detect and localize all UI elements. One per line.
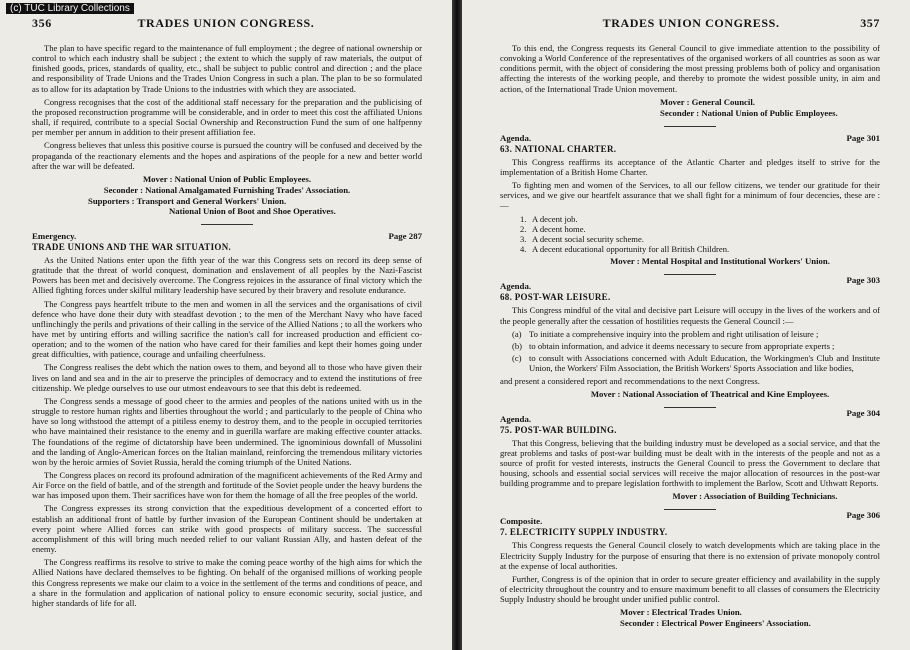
motion-header: [500, 275, 880, 292]
seconder-credit: Seconder : National Union of Public Employees.: [660, 107, 838, 118]
supporters-credit: [32, 196, 422, 217]
intro-paragraph: The plan to have specific regard to the maintenance of full employment ; the degree of national ownership or control to which each industry shall be subject ; the extent to which the supply of raw materials, the output of finished goods, prices, standards of quality, etc., shall be subject to public control and direction ; and the place and responsibility of Trade Unions and the Trades Union Congress in such a plan. The plan to be so formulated as to allow for its adaptation by Trade Unions to the industries with which they are associated.: [32, 43, 422, 94]
supporter-name: Transport and General Workers' Union.: [136, 195, 287, 206]
motion-category: Agenda.: [500, 413, 532, 424]
section-divider: [664, 509, 716, 510]
motion-title: TRADE UNIONS AND THE WAR SITUATION.: [32, 241, 232, 252]
motion-page-ref: Page 301: [846, 132, 880, 143]
list-item-text: A decent job.: [532, 213, 578, 224]
list-item-text: A decent home.: [532, 223, 586, 234]
mover-credit: Mover : Mental Hospital and Institutional Workers' Union.: [610, 256, 830, 267]
motion-paragraph: The Congress places on record its profound admiration of the magnificent achievements of the Red Army and Air Force on the field of battle, and of the strength and fortitude of the Soviet people under the heavy burdens the war has imposed upon them. Their sacrifices have won for them the homage of all the free peoples of the world.: [32, 470, 422, 501]
motion-paragraph: This Congress reaffirms its acceptance of the Atlantic Charter and pledges itself to strive for the implementation of a British Home Charter.: [500, 156, 880, 177]
motion-paragraph: Further, Congress is of the opinion that in order to secure greater efficiency and availability in the supply of electricity throughout the country and to ensure maximum benefit to all classes of consumers the Electricity Supply Industry should be brought under unified public control.: [500, 573, 880, 605]
motion-title: 68. POST-WAR LEISURE.: [500, 292, 611, 303]
list-item-letter: (a): [512, 328, 522, 339]
motion-page-ref: Page 303: [846, 275, 880, 286]
intro-paragraph: Congress believes that unless this positive course is pursued the country will be confused and deceived by the propaganda of the reactionary elements and the hopes and aspirations of the people for a new and better world after the war will be defeated.: [32, 140, 422, 171]
list-item: [512, 353, 880, 373]
left-page-number: 356: [32, 16, 52, 30]
motion-category: Emergency.: [32, 230, 77, 241]
motion-paragraph: The Congress realises the debt which the nation owes to them, and beyond all to those who have given their lives on land and sea and in the air to preserve the principles of democracy and to extend the institutions of free citizenship. We pledge ourselves to use our utmost endeavours to see that this debt is redeemed.: [32, 362, 422, 393]
mover-credit: Mover : Electrical Trades Union.: [620, 607, 742, 618]
motion-paragraph: That this Congress, believing that the building industry must be developed as a social service, and that the great problems and tasks of post-war building must be dealt with in the interests of the people and not as a source of profit for vested interests, instructs the General Council to press the Government to declare that housing, schools and essential social services will receive the major allocation of resources in the post-war building programme and to prepare legislation forthwith to implement the Barlow, Scott and Uthwatt Reports.: [500, 437, 880, 489]
list-item-text: A decent social security scheme.: [532, 233, 644, 244]
seconder-credit: Seconder : Electrical Power Engineers' Association.: [620, 618, 811, 629]
motion-page-ref: Page 287: [388, 230, 422, 241]
right-running-head: [500, 16, 880, 31]
list-item: [512, 341, 880, 351]
section-divider: [664, 274, 716, 275]
left-page: [0, 0, 452, 650]
list-item-text: to obtain information, and advice it deems necessary to secure from appropriate experts ;: [529, 340, 835, 351]
motion-paragraph: The Congress reaffirms its resolve to strive to make the coming peace worthy of the high aims for which the Allied Nations have declared themselves to be fighting. On behalf of the organised millions of working people this Congress represents we make our claim to a voice in the settlement of the terms and conditions of peace, and a share in the formulation and application of national policy to ensure economic security, social justice, and higher standards of life for all.: [32, 557, 422, 608]
motion-title: 75. POST-WAR BUILDING.: [500, 424, 617, 435]
section-divider: [201, 224, 253, 225]
section-divider: [664, 126, 716, 127]
motion-paragraph: As the United Nations enter upon the fifth year of the war this Congress sets on record its deep sense of gratitude that the threat of world conquest, domination and enslavement of all peoples by the Nazi-Fascist Powers has been met and decisively overcome. The Congress rejoices in the assurance of final victory which the Allied fighting forces under skilful military leadership have secured by their bravery and resolute endurance.: [32, 254, 422, 296]
motion-category: Agenda.: [500, 281, 532, 292]
list-item: [520, 224, 880, 234]
left-running-head: [32, 16, 422, 31]
decencies-list: [500, 214, 880, 255]
supporter-name: National Union of Boot and Shoe Operatives.: [169, 206, 336, 217]
motion-paragraph: This Congress mindful of the vital and decisive part Leisure will occupy in the lives of the workers and of the people generally after the cessation of hostilities requests the General Council :—: [500, 305, 880, 326]
list-item: [520, 244, 880, 254]
list-item-number: 4.: [520, 244, 527, 255]
motion-header: [500, 133, 880, 144]
motion-page-ref: Page 306: [846, 510, 880, 521]
list-item-number: 3.: [520, 233, 527, 244]
motion-page-ref: Page 304: [846, 407, 880, 418]
motion-paragraph: This Congress requests the General Council closely to watch developments which are taking place in the Electricity Supply Industry for the purpose of ensuring that there is no extension of private monopoly control at the expense of local authorities.: [500, 540, 880, 571]
motion-paragraph: To fighting men and women of the Services, to all our fellow citizens, we tender our gratitude for their services, and we give our heartfelt assurance that we shall fight for a minimum of four decencies, these are :—: [500, 180, 880, 211]
motion-paragraph: The Congress pays heartfelt tribute to the men and women in all the services and the organisations of civil defence who have done their duty with steadfast devotion ; to the men of the Merchant Navy who have faced unflinchingly the perils and privations of their calling in the service of the Allied Nations ; to all the workers who have met by untiring efforts and willing sacrifice the nation's call for increased production and efficient co-operation; and to the women of the nation who have cared for their families and kept their homes going under great difficulties, with patience, courage and unfailing cheerfulness.: [32, 298, 422, 360]
motion-paragraph: The Congress sends a message of good cheer to the armies and peoples of the nations united with us in the struggle to restore human rights and liberties throughout the world ; and particularly to the people of China who have so long withstood the attempt of a pitiless enemy to destroy them, and to the people in occupied territories who have maintained their resistance to the enemy and in guerilla warfare are making effective counter attacks. The foundations of the regime of dictatorship have been undermined. The ignominious downfall of Mussolini and the landing of Anglo-American forces on the Italian mainland, reinforcing the tremendous military victories won by the heroic armies of Soviet Russia, herald the coming triumph of the United Nations.: [32, 395, 422, 467]
mover-credit: Mover : National Union of Public Employees.: [142, 173, 312, 184]
list-item-text: To initiate a comprehensive inquiry into the problem and right utilisation of leisure ;: [529, 328, 819, 339]
leisure-tasks-list: [500, 329, 880, 374]
list-item-letter: (c): [512, 353, 522, 364]
left-running-title: TRADES UNION CONGRESS.: [137, 16, 315, 30]
section-divider: [664, 407, 716, 408]
list-item-text: to consult with Associations concerned with Adult Education, the Workingmen's Club and Institute Union, the Workers' Film Association, the British Workers' Sports Association and like bodies,: [529, 353, 880, 374]
intro-paragraph: To this end, the Congress requests its General Council to give immediate attention to the possibility of convoking a World Conference of the representatives of the organised workers of all countries as soon as war conditions permit, with the object of considering the most pressing problems both of policy and organisation affecting the interests of the working people, and thereby to promote the widest possible unity, in aim and action, of the International Trade Union movement.: [500, 43, 880, 94]
seconder-credit: Seconder : National Amalgamated Furnishing Trades' Association.: [103, 184, 351, 195]
list-item: [512, 329, 880, 339]
motion-title: 7. ELECTRICITY SUPPLY INDUSTRY.: [500, 527, 668, 538]
list-item: [520, 214, 880, 224]
list-item-number: 1.: [520, 213, 527, 224]
motion-category: Agenda.: [500, 132, 532, 143]
list-item: [520, 234, 880, 244]
supporters-label: Supporters :: [88, 195, 135, 206]
list-item-text: A decent educational opportunity for all British Children.: [532, 244, 730, 255]
right-page: [462, 0, 910, 650]
motion-paragraph: The Congress expresses its strong conviction that the expeditious development of a concerted effort to establish an additional front of battle by further invasion of the European Continent should be undertaken at every point where Allied forces can strike with good prospects of military success. The successful accomplishment of this will bring much needed relief to our valiant Russian Ally, and hasten defeat of the enemy.: [32, 503, 422, 555]
right-page-number: 357: [860, 16, 880, 30]
book-gutter: [452, 0, 462, 650]
motion-header: [500, 407, 880, 425]
mover-credit: Mover : Association of Building Technicians.: [672, 491, 838, 502]
mover-credit: Mover : General Council.: [660, 96, 755, 107]
list-item-letter: (b): [512, 340, 523, 351]
right-running-title: TRADES UNION CONGRESS.: [602, 16, 780, 30]
mover-credit: Mover : National Association of Theatrical and Kine Employees.: [590, 388, 830, 399]
motion-header: [500, 510, 880, 527]
motion-title: 63. NATIONAL CHARTER.: [500, 143, 617, 154]
list-item-number: 2.: [520, 223, 527, 234]
collection-watermark: (c) TUC Library Collections: [6, 3, 134, 14]
motion-closing: and present a considered report and recommendations to the next Congress.: [500, 375, 760, 386]
intro-paragraph: Congress recognises that the cost of the additional staff necessary for the preparation and the publicising of the proposed reconstruction programme will be considerable, and in order to meet this cost the affiliated Unions shall, if required, contribute to a special Social Ownership and Reconstruction Fund the sum of one halfpenny per member per annum in addition to their present affiliation fee.: [32, 96, 422, 138]
motion-category: Composite.: [500, 516, 543, 527]
motion-header: [32, 231, 422, 242]
